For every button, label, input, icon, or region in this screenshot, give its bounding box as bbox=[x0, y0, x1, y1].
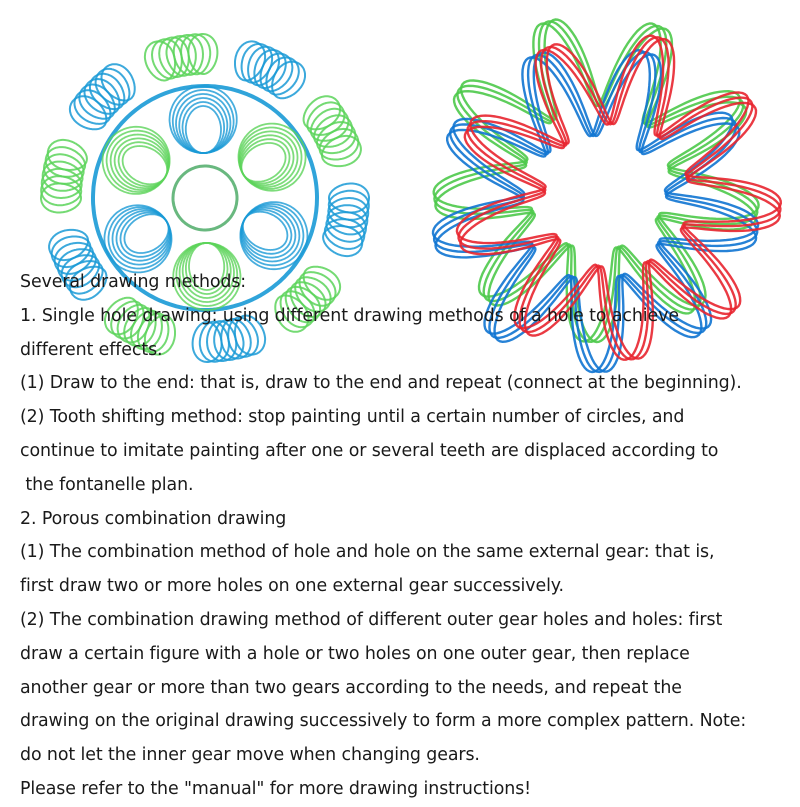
text-line: (1) The combination method of hole and hole on the same external gear: that is, bbox=[20, 542, 715, 563]
text-line: draw a certain figure with a hole or two holes on one outer gear, then replace bbox=[20, 643, 690, 664]
text-line: continue to imitate painting after one or several teeth are displaced according to bbox=[20, 440, 719, 461]
instructions-text bbox=[20, 266, 800, 807]
text-line: Please refer to the "manual" for more drawing instructions! bbox=[20, 778, 532, 799]
text-line: 2. Porous combination drawing bbox=[20, 508, 287, 529]
text-line: do not let the inner gear move when changing gears. bbox=[20, 745, 480, 766]
text-line: another gear or more than two gears according to the needs, and repeat the bbox=[20, 677, 682, 698]
text-line: different effects. bbox=[20, 339, 163, 360]
text-line: (2) The combination drawing method of different outer gear holes and holes: first bbox=[20, 609, 723, 630]
text-line: (2) Tooth shifting method: stop painting until a certain number of circles, and bbox=[20, 407, 685, 428]
text-line: (1) Draw to the end: that is, draw to the end and repeat (connect at the beginning). bbox=[20, 373, 742, 394]
text-line: the fontanelle plan. bbox=[20, 474, 194, 495]
heading-line: Several drawing methods: bbox=[20, 272, 247, 292]
text-line: 1. Single hole drawing: using different drawing methods of a hole to achieve bbox=[20, 305, 679, 326]
text-line: first draw two or more holes on one external gear successively. bbox=[20, 576, 564, 597]
text-line: drawing on the original drawing successively to form a more complex pattern. Note: bbox=[20, 711, 747, 732]
